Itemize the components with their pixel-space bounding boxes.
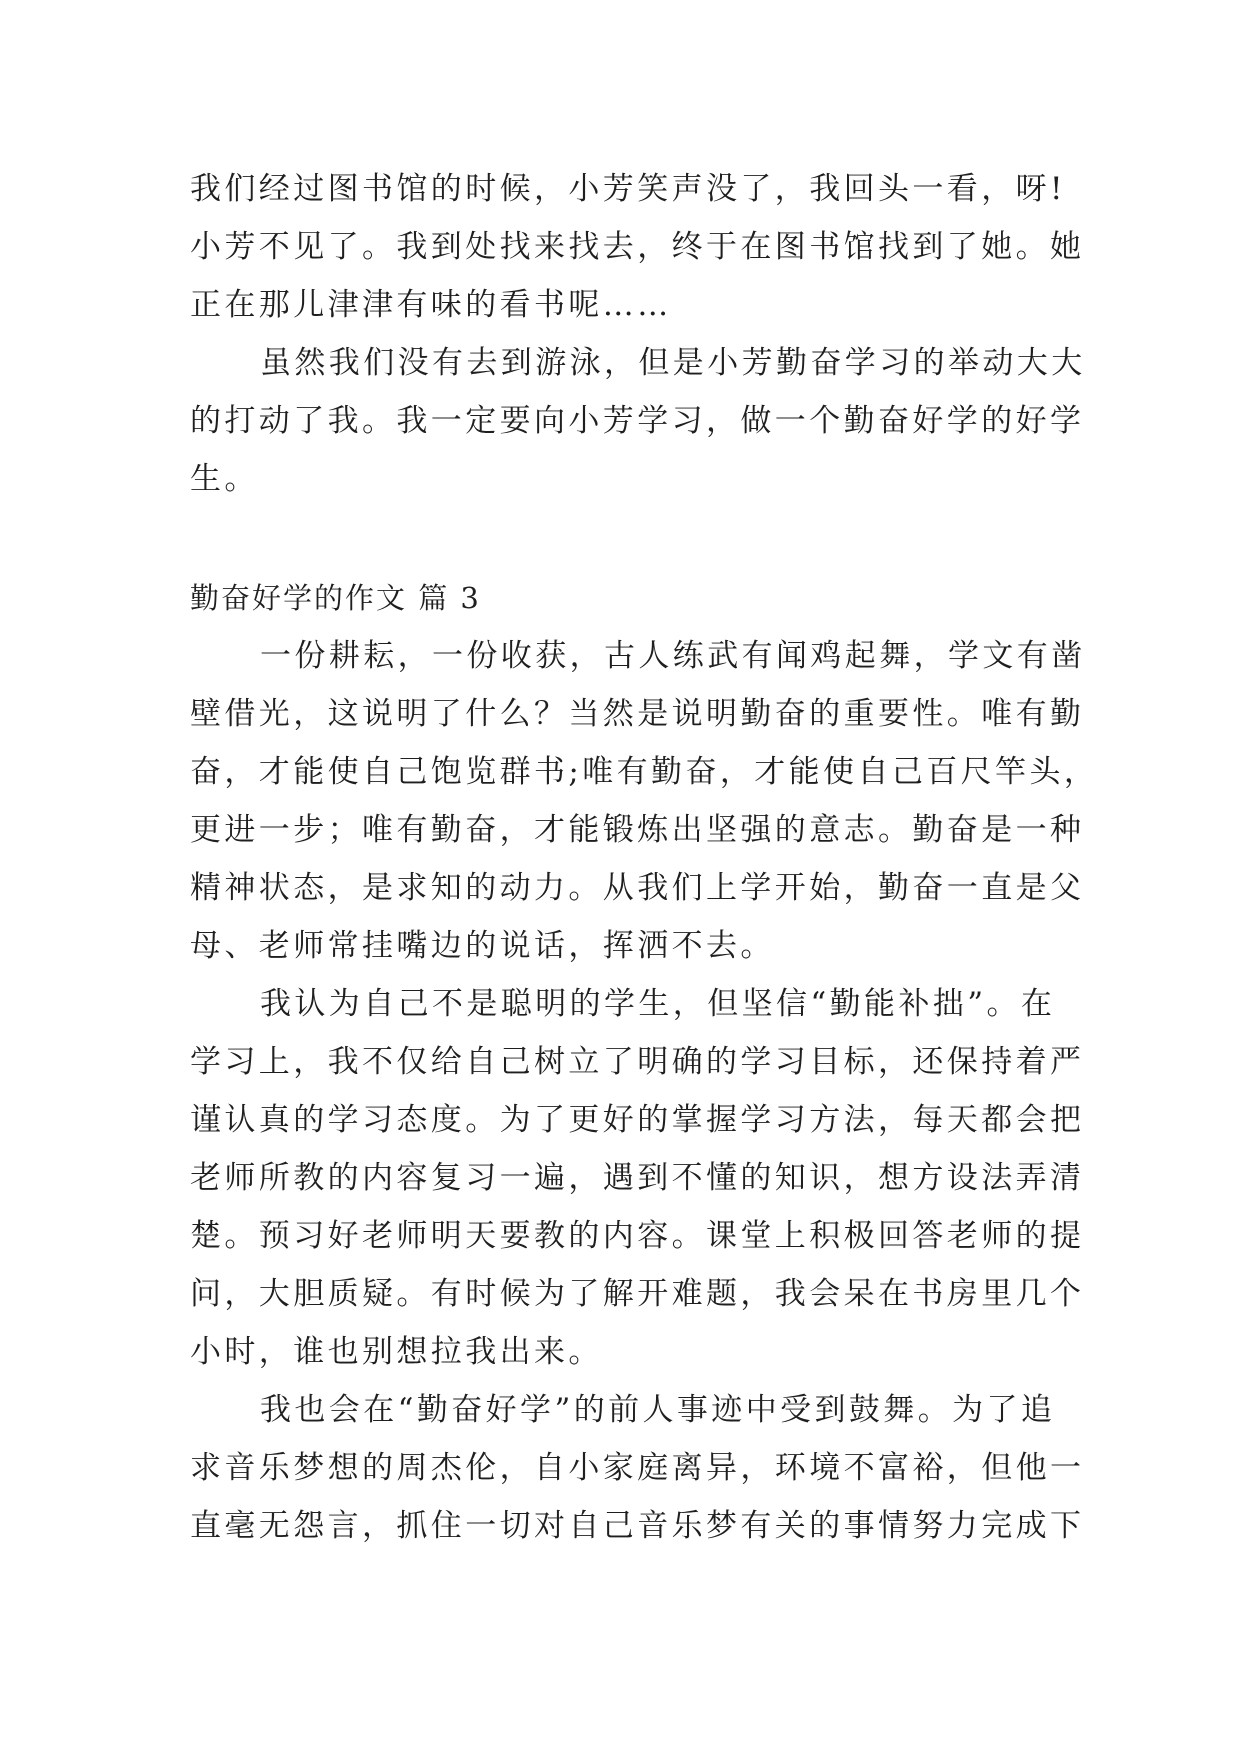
text-line: 奋，才能使自己饱览群书;唯有勤奋，才能使自己百尺竿头， — [190, 754, 1099, 790]
text-line: 壁借光，这说明了什么？当然是说明勤奋的重要性。唯有勤 — [190, 696, 1085, 732]
section3-paragraph-1 — [190, 627, 1099, 975]
text-line: 我也会在“勤奋好学”的前人事迹中受到鼓舞。为了追 — [260, 1392, 1056, 1428]
text-line: 直毫无怨言，抓住一切对自己音乐梦有关的事情努力完成下 — [190, 1508, 1085, 1544]
text-line: 小芳不见了。我到处找来找去，终于在图书馆找到了她。她 — [190, 229, 1085, 265]
text-line: 求音乐梦想的周杰伦，自小家庭离异，环境不富裕，但他一 — [190, 1450, 1085, 1486]
text-line: 学习上，我不仅给自己树立了明确的学习目标，还保持着严 — [190, 1044, 1085, 1080]
text-line: 谨认真的学习态度。为了更好的掌握学习方法，每天都会把 — [190, 1102, 1085, 1138]
text-line: 我们经过图书馆的时候，小芳笑声没了，我回头一看，呀! — [190, 171, 1066, 207]
text-line: 更进一步；唯有勤奋，才能锻炼出坚强的意志。勤奋是一种 — [190, 812, 1085, 848]
text-line: 一份耕耘，一份收获，古人练武有闻鸡起舞，学文有凿 — [260, 638, 1086, 674]
text-line: 正在那儿津津有味的看书呢…… — [190, 287, 672, 323]
section3-paragraph-2 — [190, 975, 1085, 1381]
text-line: 老师所教的内容复习一遍，遇到不懂的知识，想方设法弄清 — [190, 1160, 1085, 1196]
section-heading: 勤奋好学的作文 篇 3 — [190, 581, 481, 615]
text-line: 母、老师常挂嘴边的说话，挥洒不去。 — [190, 928, 775, 964]
text-line: 楚。预习好老师明天要教的内容。课堂上积极回答老师的提 — [190, 1218, 1085, 1254]
prev-paragraph-2 — [190, 334, 1086, 508]
text-line: 虽然我们没有去到游泳，但是小芳勤奋学习的举动大大 — [260, 345, 1086, 381]
text-line: 生。 — [190, 461, 259, 497]
text-line: 问，大胆质疑。有时候为了解开难题，我会呆在书房里几个 — [190, 1276, 1085, 1312]
text-line: 的打动了我。我一定要向小芳学习，做一个勤奋好学的好学 — [190, 403, 1085, 439]
text-line: 小时，谁也别想拉我出来。 — [190, 1334, 603, 1370]
text-line: 精神状态，是求知的动力。从我们上学开始，勤奋一直是父 — [190, 870, 1085, 906]
prev-paragraph-1 — [190, 160, 1085, 334]
section3-paragraph-3 — [190, 1381, 1085, 1555]
text-line: 我认为自己不是聪明的学生，但坚信“勤能补拙”。在 — [260, 986, 1056, 1022]
